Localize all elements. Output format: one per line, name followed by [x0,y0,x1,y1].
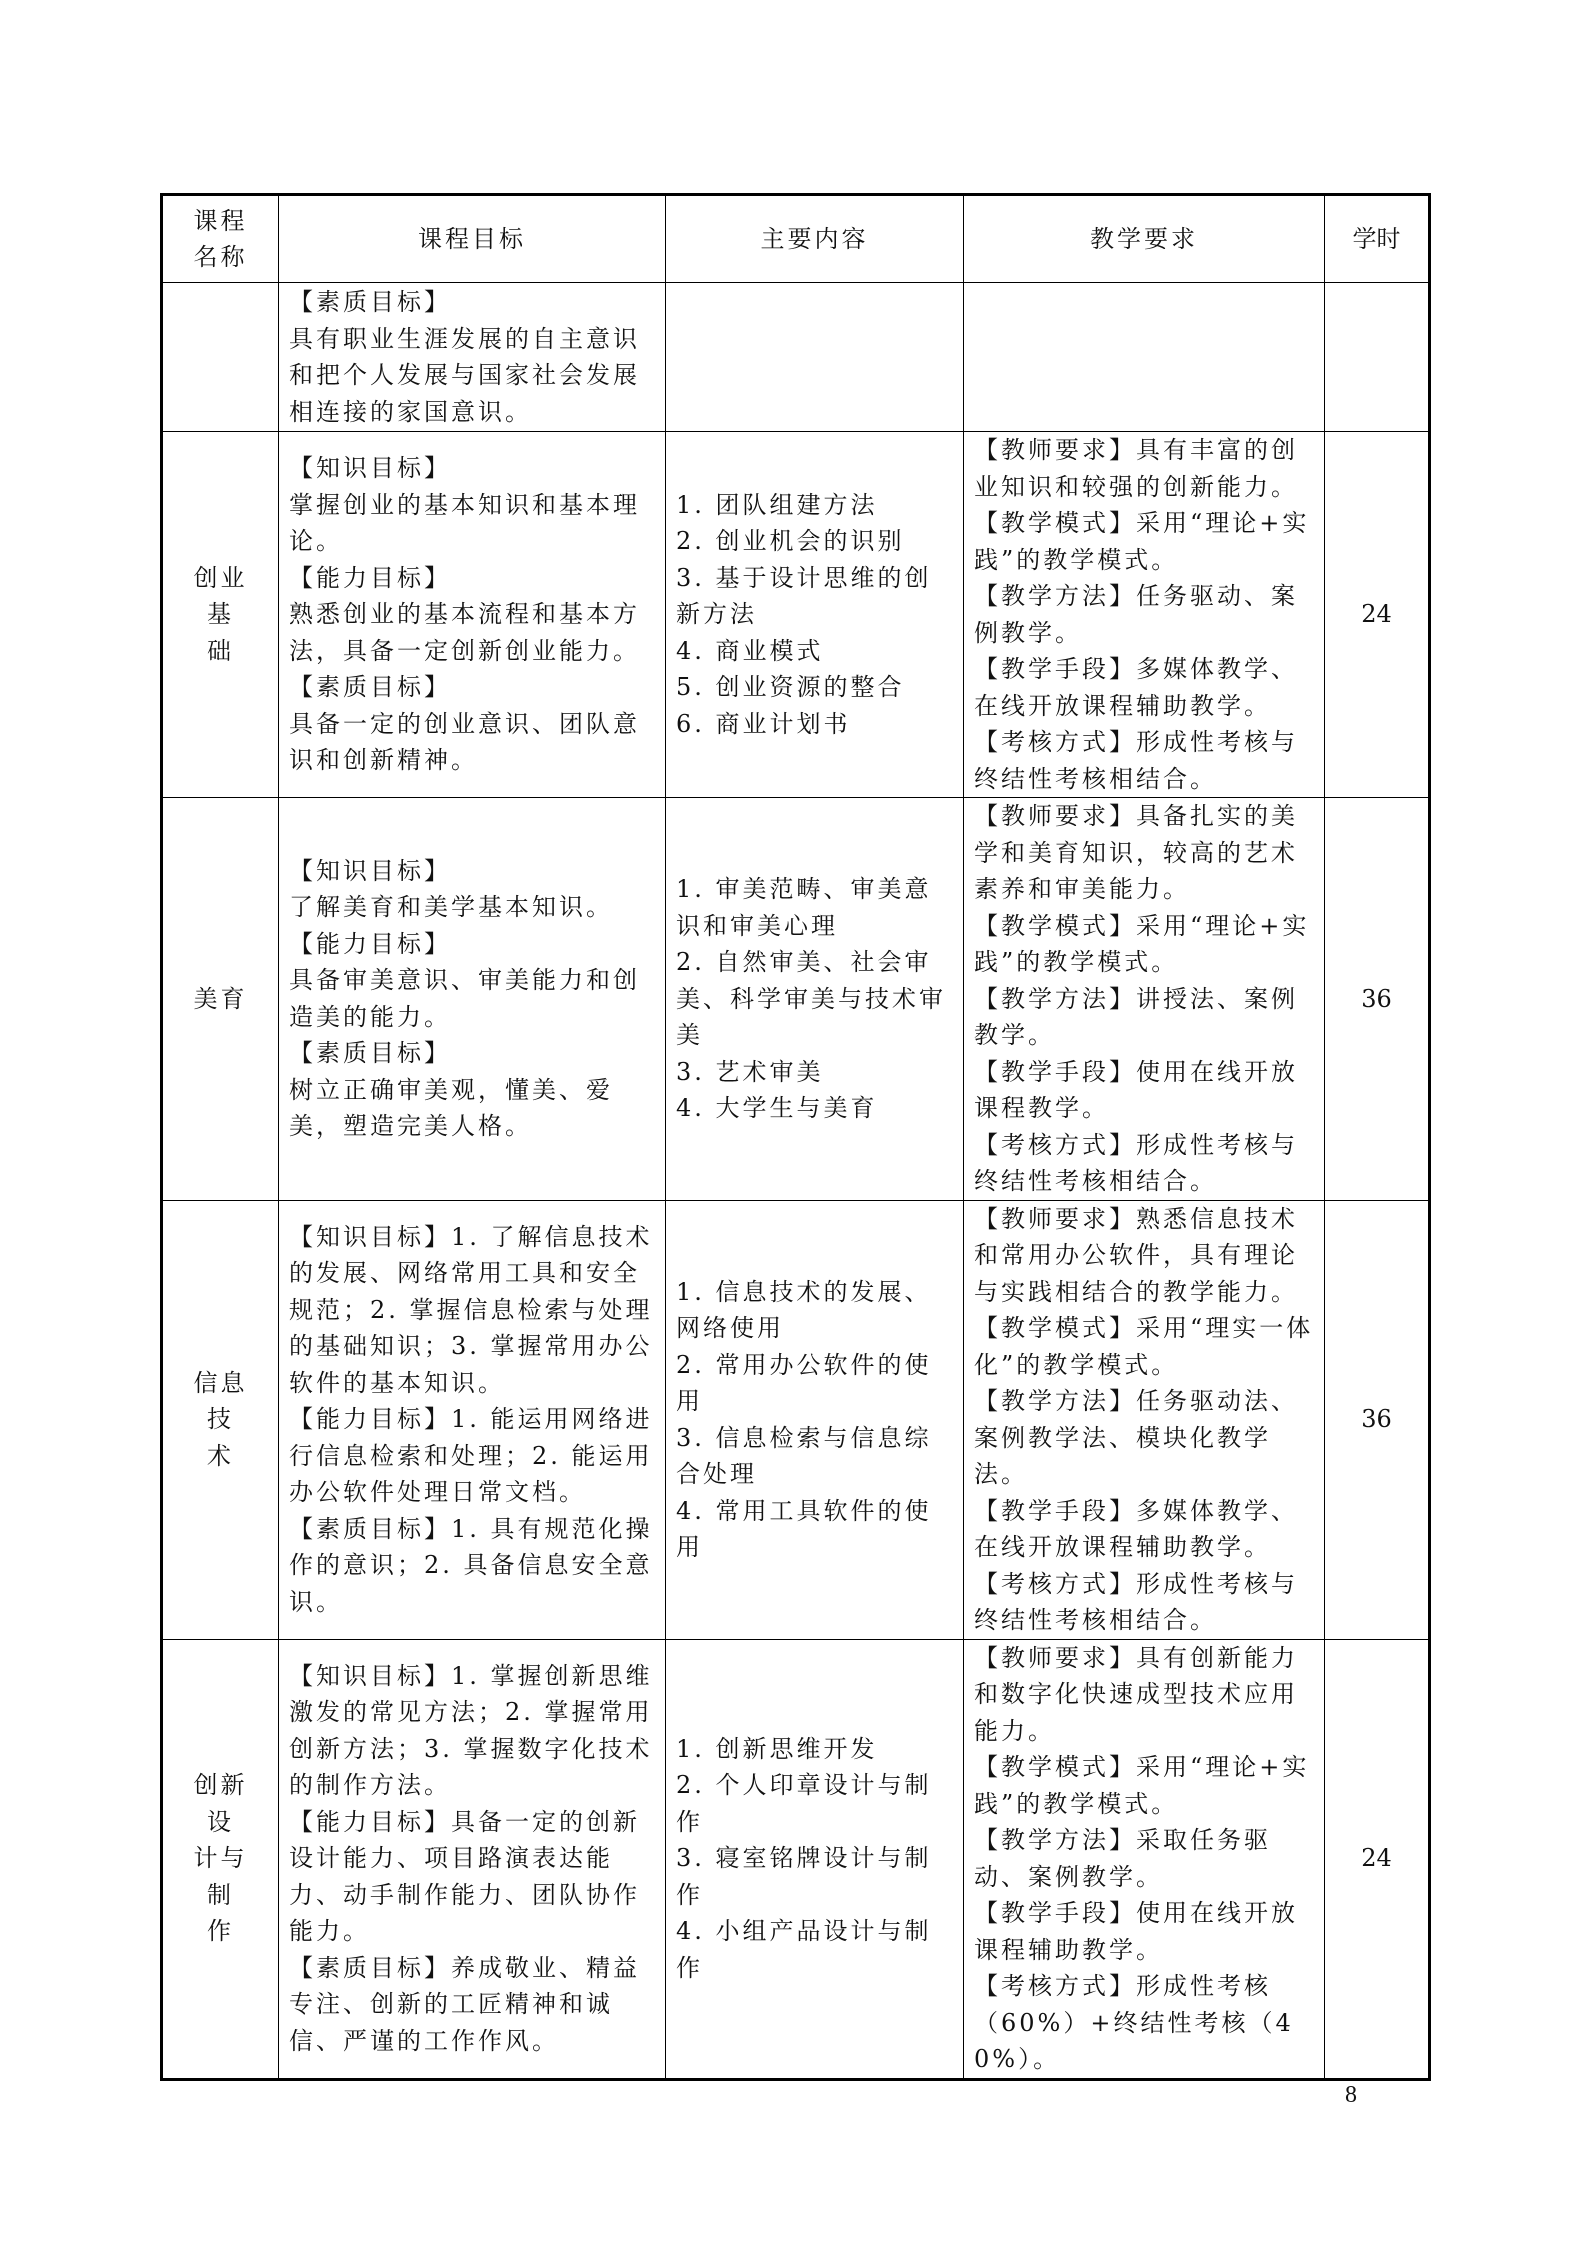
course-goals-cell: 【知识目标】1. 了解信息技术的发展、网络常用工具和安全规范；2. 掌握信息检索与处理的基础知识；3. 掌握常用办公软件的基本知识。 【能力目标】1. 能运用网络进行信息检索和处理；2. 能运用办公软件处理日常文档。 【素质目标】1. 具有规范化操作的意识；2. 具备信息安全意识。 [279,1200,666,1639]
course-table [160,193,1431,2081]
course-name-cell: 创新设 计与制 作 [162,1639,279,2079]
hours-cell [1325,283,1430,432]
course-goals-cell: 【素质目标】 具有职业生涯发展的自主意识和把个人发展与国家社会发展相连接的家国意识。 [279,283,666,432]
teaching-requirements-cell: 【教师要求】具有创新能力和数字化快速成型技术应用能力。 【教学模式】采用“理论+实践”的教学模式。 【教学方法】采取任务驱动、案例教学。 【教学手段】使用在线开放课程辅助教学。 【考核方式】形成性考核（60%）+终结性考核（40%）。 [964,1639,1325,2079]
table-row [162,1200,1430,1639]
course-name-cell: 美育 [162,798,279,1201]
page-number: 8 [1345,2082,1357,2108]
course-goals-cell: 【知识目标】 了解美育和美学基本知识。 【能力目标】 具备审美意识、审美能力和创造美的能力。 【素质目标】 树立正确审美观，懂美、爱美，塑造完美人格。 [279,798,666,1201]
table-row [162,798,1430,1201]
course-goals-cell: 【知识目标】1. 掌握创新思维激发的常见方法；2. 掌握常用创新方法；3. 掌握数字化技术的制作方法。 【能力目标】具备一定的创新设计能力、项目路演表达能力、动手制作能力、团队协作能力。 【素质目标】养成敬业、精益专注、创新的工匠精神和诚信、严谨的工作作风。 [279,1639,666,2079]
header-course-goals: 课程目标 [279,195,666,283]
main-content-cell: 1. 团队组建方法 2. 创业机会的识别 3. 基于设计思维的创新方法 4. 商业模式 5. 创业资源的整合 6. 商业计划书 [666,432,964,798]
teaching-requirements-cell: 【教师要求】具备扎实的美学和美育知识，较高的艺术素养和审美能力。 【教学模式】采用“理论+实践”的教学模式。 【教学方法】讲授法、案例教学。 【教学手段】使用在线开放课程教学。 【考核方式】形成性考核与终结性考核相结合。 [964,798,1325,1201]
header-teaching-requirements: 教学要求 [964,195,1325,283]
main-content-cell: 1. 审美范畴、审美意识和审美心理 2. 自然审美、社会审美、科学审美与技术审美 3. 艺术审美 4. 大学生与美育 [666,798,964,1201]
header-course-name: 课程 名称 [162,195,279,283]
table-row [162,283,1430,432]
teaching-requirements-cell [964,283,1325,432]
main-content-cell: 1. 信息技术的发展、网络使用 2. 常用办公软件的使用 3. 信息检索与信息综合处理 4. 常用工具软件的使用 [666,1200,964,1639]
main-content-cell [666,283,964,432]
course-name-cell [162,283,279,432]
course-name-cell: 创业基 础 [162,432,279,798]
table-row [162,432,1430,798]
hours-cell: 24 [1325,432,1430,798]
hours-cell: 24 [1325,1639,1430,2079]
course-goals-cell: 【知识目标】 掌握创业的基本知识和基本理论。 【能力目标】 熟悉创业的基本流程和基本方法，具备一定创新创业能力。 【素质目标】 具备一定的创业意识、团队意识和创新精神。 [279,432,666,798]
table-row [162,1639,1430,2079]
main-content-cell: 1. 创新思维开发 2. 个人印章设计与制作 3. 寝室铭牌设计与制作 4. 小组产品设计与制作 [666,1639,964,2079]
course-name-cell: 信息技 术 [162,1200,279,1639]
header-main-content: 主要内容 [666,195,964,283]
teaching-requirements-cell: 【教师要求】熟悉信息技术和常用办公软件，具有理论与实践相结合的教学能力。 【教学模式】采用“理实一体化”的教学模式。 【教学方法】任务驱动法、案例教学法、模块化教学法。 【教学手段】多媒体教学、在线开放课程辅助教学。 【考核方式】形成性考核与终结性考核相结合。 [964,1200,1325,1639]
hours-cell: 36 [1325,1200,1430,1639]
hours-cell: 36 [1325,798,1430,1201]
teaching-requirements-cell: 【教师要求】具有丰富的创业知识和较强的创新能力。 【教学模式】采用“理论+实践”的教学模式。 【教学方法】任务驱动、案例教学。 【教学手段】多媒体教学、在线开放课程辅助教学。 【考核方式】形成性考核与终结性考核相结合。 [964,432,1325,798]
table-header-row [162,195,1430,283]
header-hours: 学时 [1325,195,1430,283]
